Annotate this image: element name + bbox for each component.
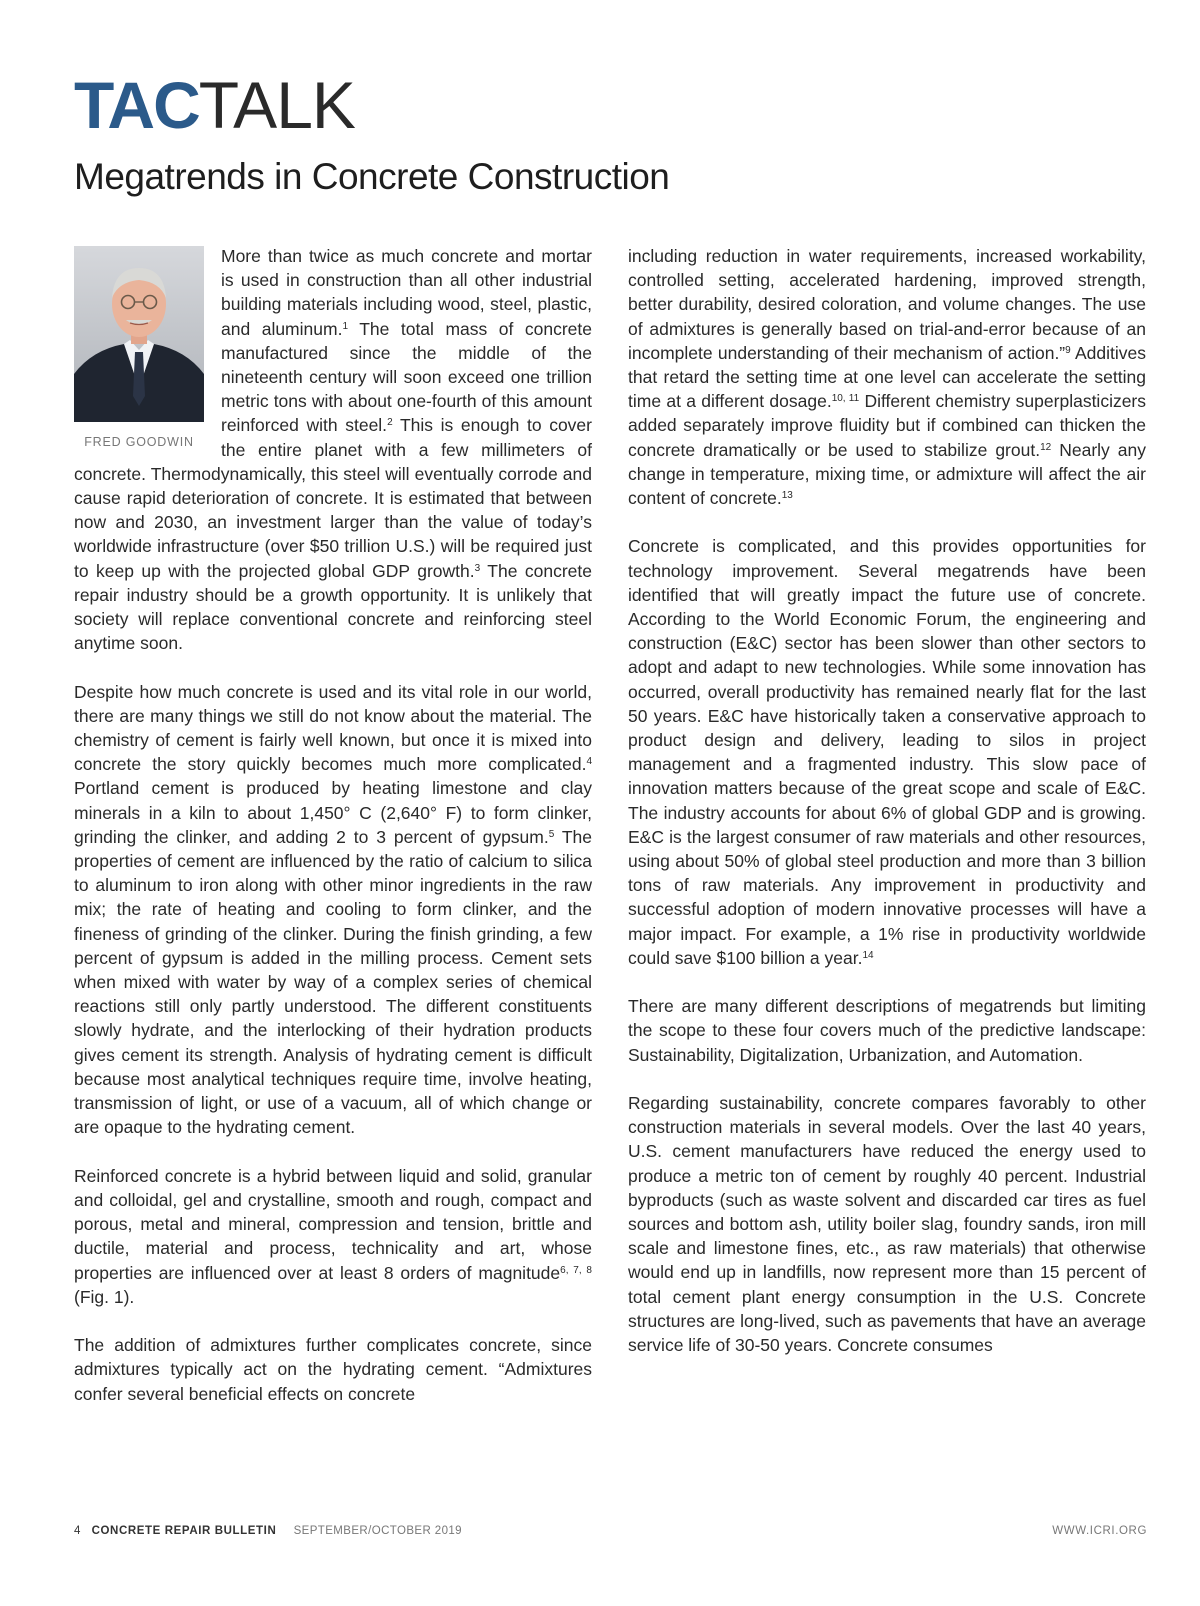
publication-name: CONCRETE REPAIR BULLETIN [91,1525,277,1537]
masthead-logo [74,70,355,140]
masthead-talk: TALK [198,68,355,142]
body-paragraph: Concrete is complicated, and this provides opportunities for technology improvement. Several megatrends have been identified that will greatly impact the future use of concrete. According to the World Economic Forum, the engineering and construction (E&C) sector has been slower than other sectors to adopt and adapt to new technologies. While some innovation has occurred, overall productivity has remained nearly flat for the last 50 years. E&C have historically taken a conservative approach to product design and delivery, leading to silos in project management and a fragmented industry. This slow pace of innovation matters because of the great scope and scale of E&C. The industry accounts for about 6% of global GDP and is growing. E&C is the largest consumer of raw materials and other resources, using about 50% of global steel production and more than 3 billion tons of raw materials. Any improvement in productivity and successful adoption of modern innovative processes will have a major impact. For example, a 1% rise in productivity worldwide could save $100 billion a year.$^{14}$ [628,536,1146,968]
masthead-tac: TAC [74,68,199,142]
footnote-ref: 14 [862,949,874,961]
footnote-ref: 12 [1040,441,1052,453]
footnote-ref: 13 [781,490,793,502]
page-number: 4 [74,1525,81,1537]
body-paragraph: Despite how much concrete is used and its vital role in our world, there are many things we still do not know about the material. The chemistry of cement is fairly well known, but once it is mixed into concrete the story quickly becomes much more complicated.$^4$ Portland cement is produced by heating limestone and clay minerals in a kiln to about 1,450° C (2,640° F) to form clinker, grinding the clinker, and adding 2 to 3 percent of gypsum.$^5$ The properties of cement are influenced by the ratio of calcium to silica to aluminum to iron along with other minor ingredients in the raw mix; the rate of heating and cooling to form clinker, and the fineness of grinding of the clinker. During the finish grinding, a few percent of gypsum is added in the milling process. Cement sets when mixed with water by way of a complex series of chemical reactions still only partly understood. The different constituents slowly hydrate, and the interlocking of their hydration products gives cement its strength. Analysis of hydrating cement is difficult because most analytical techniques require time, involve heating, transmission of light, or use of a vacuum, all of which change or are opaque to the hydrating cement. [74,681,593,1138]
author-portrait-illustration [74,246,204,422]
body-paragraph: including reduction in water requirements, increased workability, controlled setting, accelerated hardening, improved strength, better durability, desired coloration, and volume changes. The use of admixtures is generally based on trial-and-error because of an incomplete understanding of their mechanism of action.”$^9$ Additives that retard the setting time at one level can accelerate the setting time at a different dosage.$^{10, 11}$ Different chemistry superplasticizers added separately improve fluidity but if combined can thicken the concrete dramatically or be used to stabilize grout.$^{12}$ Nearly any change in temperature, mixing time, or admixture will affect the air content of concrete.$^{13}$ [628,246,1147,509]
article-title: Megatrends in Concrete Construction [74,156,670,197]
body-paragraph: There are many different descriptions of megatrends but limiting the scope to these four covers much of the predictive landscape: Sustainability, Digitalization, Urbanization, and Automation. [628,996,1146,1065]
right-column [628,244,1146,1357]
footnote-ref: 3 [474,562,481,574]
author-photo [74,246,204,422]
footnote-ref: 4 [586,756,592,768]
body-paragraph: The addition of admixtures further complicates concrete, since admixtures typically act on the hydrating cement. “Admixtures confer several beneficial effects on concrete [74,1335,592,1404]
body-paragraph: More than twice as much concrete and mortar is used in construction than all other industrial building materials including wood, steel, plastic, and aluminum.$^1$ The total mass of concrete manufactured since the middle of the nineteenth century will soon exceed one trillion metric tons with about one-fourth of this amount reinforced with steel.$^2$ This is enough to cover the entire planet with a few millimeters of concrete. Thermodynamically, this steel will eventually corrode and cause rapid deterioration of concrete. It is estimated that between now and 2030, an investment larger than the value of today’s worldwide infrastructure (over $50 trillion U.S.) will be required just to keep up with the projected global GDP growth.$^3$ The concrete repair industry should be a growth opportunity. It is unlikely that society will replace conventional concrete and reinforcing steel anytime soon. [74,246,592,654]
body-paragraph: Regarding sustainability, concrete compares favorably to other construction materials in several models. Over the last 40 years, U.S. cement manufacturers have reduced the energy used to produce a metric ton of cement by roughly 40 percent. Industrial byproducts (such as waste solvent and discarded car tires as fuel sources and bottom ash, utility boiler slag, foundry sands, iron mill scale and limestone fines, etc., as raw materials) that otherwise would end up in landfills, now represent more than 15 percent of total cement plant energy consumption in the U.S. Concrete structures are long-lived, such as pavements that have an average service life of 30-50 years. Concrete consumes [628,1093,1146,1356]
footnote-ref: 10, 11 [831,393,860,405]
footnote-ref: 9 [1065,344,1071,356]
page-footer [74,1525,1147,1541]
website-url: WWW.ICRI.ORG [1052,1525,1147,1537]
left-column [74,244,592,1406]
author-figure [74,246,204,461]
body-paragraph: Reinforced concrete is a hybrid between liquid and solid, granular and colloidal, gel and crystalline, smooth and rough, compact and porous, metal and mineral, compression and tension, brittle and ductile, material and process, technicality and art, whose properties are influenced over at least 8 orders of magnitude$^{6, 7, 8}$ (Fig. 1). [74,1165,592,1307]
footnote-ref: 2 [387,417,393,429]
footnote-ref: 6, 7, 8 [560,1264,592,1276]
footnote-ref: 5 [548,828,555,840]
author-caption: FRED GOODWIN [84,435,194,449]
issue-date: SEPTEMBER/OCTOBER 2019 [293,1525,462,1537]
footnote-ref: 1 [342,320,348,332]
